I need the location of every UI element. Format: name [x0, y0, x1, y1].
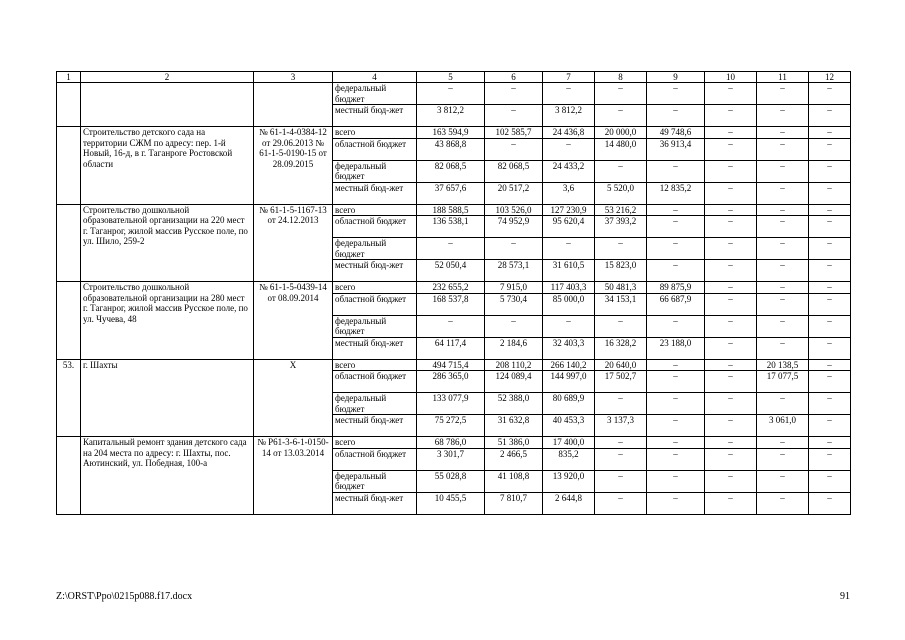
funding-source: областной бюджет: [333, 216, 417, 238]
value-cell: –: [485, 315, 543, 337]
funding-source: всего: [333, 204, 417, 216]
value-cell: –: [705, 127, 757, 139]
value-cell: –: [705, 238, 757, 260]
column-number: 8: [595, 72, 647, 83]
value-cell: 82 068,5: [485, 160, 543, 182]
value-cell: –: [595, 448, 647, 470]
value-cell: –: [705, 160, 757, 182]
value-cell: 3 137,3: [595, 415, 647, 437]
header-row: [57, 72, 851, 83]
value-cell: –: [647, 393, 705, 415]
value-cell: –: [485, 138, 543, 160]
value-cell: –: [647, 448, 705, 470]
value-cell: 66 687,9: [647, 293, 705, 315]
value-cell: –: [595, 83, 647, 105]
value-cell: –: [809, 216, 851, 238]
value-cell: 136 538,1: [417, 216, 485, 238]
value-cell: –: [485, 83, 543, 105]
value-cell: –: [809, 448, 851, 470]
value-cell: 5 520,0: [595, 182, 647, 204]
value-cell: –: [705, 437, 757, 449]
value-cell: –: [595, 105, 647, 127]
value-cell: –: [809, 182, 851, 204]
value-cell: –: [757, 393, 809, 415]
funding-source: федеральный бюджет: [333, 238, 417, 260]
value-cell: –: [809, 315, 851, 337]
value-cell: –: [809, 83, 851, 105]
value-cell: –: [595, 393, 647, 415]
value-cell: –: [757, 83, 809, 105]
value-cell: 34 153,1: [595, 293, 647, 315]
object-description: Строительство детского сада на территории СЖМ по адресу: пер. 1-й Новый, 16-д, в г. Таганроге Ростовской области: [81, 127, 254, 205]
value-cell: –: [809, 492, 851, 514]
value-cell: 51 386,0: [485, 437, 543, 449]
value-cell: 17 400,0: [543, 437, 595, 449]
value-cell: 124 089,4: [485, 371, 543, 393]
value-cell: –: [647, 204, 705, 216]
value-cell: –: [647, 83, 705, 105]
value-cell: 20 640,0: [595, 359, 647, 371]
value-cell: –: [757, 105, 809, 127]
value-cell: –: [757, 216, 809, 238]
value-cell: –: [809, 337, 851, 359]
value-cell: 16 328,2: [595, 337, 647, 359]
document-number: № 61-1-5-0439-14 от 08.09.2014: [254, 282, 333, 360]
document-number: Х: [254, 359, 333, 437]
value-cell: 20 138,5: [757, 359, 809, 371]
value-cell: –: [647, 437, 705, 449]
funding-source: областной бюджет: [333, 448, 417, 470]
column-number: 1: [57, 72, 81, 83]
value-cell: 85 000,0: [543, 293, 595, 315]
value-cell: –: [809, 238, 851, 260]
value-cell: –: [809, 160, 851, 182]
value-cell: 3 812,2: [543, 105, 595, 127]
value-cell: 835,2: [543, 448, 595, 470]
value-cell: 13 920,0: [543, 470, 595, 492]
value-cell: 2 184,6: [485, 337, 543, 359]
funding-source: местный бюд-жет: [333, 492, 417, 514]
value-cell: 2 466,5: [485, 448, 543, 470]
table-row: [57, 359, 851, 371]
value-cell: 7 810,7: [485, 492, 543, 514]
value-cell: –: [595, 470, 647, 492]
funding-source: всего: [333, 282, 417, 294]
value-cell: –: [809, 282, 851, 294]
value-cell: –: [705, 393, 757, 415]
value-cell: 266 140,2: [543, 359, 595, 371]
value-cell: –: [647, 371, 705, 393]
value-cell: –: [705, 282, 757, 294]
column-number: 5: [417, 72, 485, 83]
object-description: Капитальный ремонт здания детского сада на 204 места по адресу: г. Шахты, пос. Аютинский, ул. Победная, 100-а: [81, 437, 254, 515]
value-cell: 95 620,4: [543, 216, 595, 238]
funding-source: федеральный бюджет: [333, 315, 417, 337]
value-cell: –: [757, 492, 809, 514]
value-cell: 37 393,2: [595, 216, 647, 238]
funding-source: федеральный бюджет: [333, 160, 417, 182]
value-cell: –: [809, 470, 851, 492]
value-cell: –: [757, 315, 809, 337]
column-number: 12: [809, 72, 851, 83]
column-number: 10: [705, 72, 757, 83]
value-cell: –: [757, 127, 809, 139]
document-number: № Р61-3-6-1-0150-14 от 13.03.2014: [254, 437, 333, 515]
value-cell: 50 481,3: [595, 282, 647, 294]
value-cell: 28 573,1: [485, 260, 543, 282]
value-cell: –: [705, 492, 757, 514]
column-number: 6: [485, 72, 543, 83]
value-cell: 82 068,5: [417, 160, 485, 182]
funding-source: местный бюд-жет: [333, 415, 417, 437]
value-cell: 49 748,6: [647, 127, 705, 139]
value-cell: –: [543, 315, 595, 337]
value-cell: 14 480,0: [595, 138, 647, 160]
value-cell: –: [809, 260, 851, 282]
value-cell: 37 657,6: [417, 182, 485, 204]
value-cell: –: [705, 260, 757, 282]
value-cell: –: [647, 216, 705, 238]
value-cell: 17 077,5: [757, 371, 809, 393]
value-cell: –: [543, 83, 595, 105]
row-number-cell: [57, 282, 81, 360]
value-cell: –: [757, 160, 809, 182]
table-row: [57, 127, 851, 139]
value-cell: –: [809, 127, 851, 139]
page-number: 91: [840, 591, 850, 602]
value-cell: –: [705, 315, 757, 337]
funding-source: областной бюджет: [333, 138, 417, 160]
value-cell: 3,6: [543, 182, 595, 204]
document-cell: [254, 83, 333, 127]
value-cell: –: [705, 182, 757, 204]
value-cell: 2 644,8: [543, 492, 595, 514]
value-cell: –: [757, 282, 809, 294]
value-cell: –: [705, 216, 757, 238]
value-cell: 55 028,8: [417, 470, 485, 492]
value-cell: –: [595, 238, 647, 260]
value-cell: –: [705, 470, 757, 492]
value-cell: –: [705, 293, 757, 315]
value-cell: –: [647, 260, 705, 282]
value-cell: 286 365,0: [417, 371, 485, 393]
funding-source: федеральный бюджет: [333, 83, 417, 105]
value-cell: 24 433,2: [543, 160, 595, 182]
investment-table: [56, 71, 851, 515]
value-cell: –: [809, 204, 851, 216]
value-cell: –: [705, 371, 757, 393]
column-number: 3: [254, 72, 333, 83]
value-cell: 43 868,8: [417, 138, 485, 160]
value-cell: 53 216,2: [595, 204, 647, 216]
value-cell: –: [705, 359, 757, 371]
value-cell: 232 655,2: [417, 282, 485, 294]
value-cell: –: [757, 448, 809, 470]
value-cell: 3 061,0: [757, 415, 809, 437]
value-cell: –: [595, 492, 647, 514]
value-cell: 20 000,0: [595, 127, 647, 139]
value-cell: –: [647, 470, 705, 492]
value-cell: –: [647, 492, 705, 514]
value-cell: –: [705, 105, 757, 127]
value-cell: –: [417, 238, 485, 260]
value-cell: 89 875,9: [647, 282, 705, 294]
value-cell: –: [417, 83, 485, 105]
object-description: г. Шахты: [81, 359, 254, 437]
table-row: [57, 83, 851, 105]
value-cell: 17 502,7: [595, 371, 647, 393]
value-cell: 40 453,3: [543, 415, 595, 437]
funding-source: всего: [333, 359, 417, 371]
table-row: [57, 282, 851, 294]
value-cell: 5 730,4: [485, 293, 543, 315]
value-cell: –: [705, 83, 757, 105]
value-cell: –: [485, 105, 543, 127]
document-number: № 61-1-5-1167-13 от 24.12.2013: [254, 204, 333, 282]
value-cell: 23 188,0: [647, 337, 705, 359]
value-cell: 68 786,0: [417, 437, 485, 449]
object-description: Строительство дошкольной образовательной организации на 220 мест г. Таганрог, жилой массив Русское поле, по ул. Шило, 259-2: [81, 204, 254, 282]
value-cell: –: [757, 337, 809, 359]
value-cell: –: [705, 337, 757, 359]
value-cell: 80 689,9: [543, 393, 595, 415]
value-cell: 31 610,5: [543, 260, 595, 282]
value-cell: –: [757, 204, 809, 216]
value-cell: –: [595, 437, 647, 449]
value-cell: 494 715,4: [417, 359, 485, 371]
value-cell: –: [647, 238, 705, 260]
value-cell: 52 050,4: [417, 260, 485, 282]
value-cell: –: [809, 293, 851, 315]
row-number-cell: [57, 204, 81, 282]
value-cell: 117 403,3: [543, 282, 595, 294]
value-cell: 74 952,9: [485, 216, 543, 238]
column-number: 7: [543, 72, 595, 83]
value-cell: –: [543, 138, 595, 160]
table-row: [57, 204, 851, 216]
value-cell: –: [757, 437, 809, 449]
funding-source: федеральный бюджет: [333, 393, 417, 415]
value-cell: 52 388,0: [485, 393, 543, 415]
value-cell: –: [647, 105, 705, 127]
value-cell: 103 526,0: [485, 204, 543, 216]
value-cell: 3 301,7: [417, 448, 485, 470]
value-cell: –: [543, 238, 595, 260]
funding-source: местный бюд-жет: [333, 337, 417, 359]
value-cell: 208 110,2: [485, 359, 543, 371]
value-cell: –: [647, 359, 705, 371]
value-cell: 144 997,0: [543, 371, 595, 393]
value-cell: 41 108,8: [485, 470, 543, 492]
value-cell: –: [647, 415, 705, 437]
value-cell: –: [595, 160, 647, 182]
value-cell: 102 585,7: [485, 127, 543, 139]
value-cell: 64 117,4: [417, 337, 485, 359]
value-cell: –: [809, 138, 851, 160]
column-number: 4: [333, 72, 417, 83]
funding-source: федеральный бюджет: [333, 470, 417, 492]
value-cell: –: [647, 315, 705, 337]
value-cell: –: [757, 293, 809, 315]
value-cell: 3 812,2: [417, 105, 485, 127]
funding-source: местный бюд-жет: [333, 260, 417, 282]
value-cell: –: [809, 359, 851, 371]
value-cell: 168 537,8: [417, 293, 485, 315]
value-cell: –: [705, 448, 757, 470]
value-cell: 163 594,9: [417, 127, 485, 139]
value-cell: 133 077,9: [417, 393, 485, 415]
row-number-cell: [57, 83, 81, 127]
value-cell: –: [757, 238, 809, 260]
value-cell: –: [809, 393, 851, 415]
value-cell: –: [757, 138, 809, 160]
row-number-cell: [57, 437, 81, 515]
value-cell: 15 823,0: [595, 260, 647, 282]
value-cell: –: [757, 470, 809, 492]
funding-source: областной бюджет: [333, 371, 417, 393]
value-cell: 36 913,4: [647, 138, 705, 160]
row-number-cell: [57, 127, 81, 205]
value-cell: –: [705, 138, 757, 160]
description-cell: [81, 83, 254, 127]
table-row: [57, 437, 851, 449]
value-cell: –: [809, 105, 851, 127]
value-cell: –: [809, 371, 851, 393]
funding-source: местный бюд-жет: [333, 105, 417, 127]
footer-file-path: Z:\ORST\Ppo\0215p088.f17.docx: [56, 591, 193, 602]
funding-source: областной бюджет: [333, 293, 417, 315]
value-cell: –: [417, 315, 485, 337]
document-number: № 61-1-4-0384-12 от 29.06.2013 № 61-1-5-0190-15 от 28.09.2015: [254, 127, 333, 205]
value-cell: 12 835,2: [647, 182, 705, 204]
value-cell: –: [809, 437, 851, 449]
value-cell: –: [809, 415, 851, 437]
funding-source: местный бюд-жет: [333, 182, 417, 204]
value-cell: 20 517,2: [485, 182, 543, 204]
value-cell: 7 915,0: [485, 282, 543, 294]
value-cell: –: [757, 260, 809, 282]
value-cell: 31 632,8: [485, 415, 543, 437]
value-cell: 75 272,5: [417, 415, 485, 437]
value-cell: –: [757, 182, 809, 204]
value-cell: –: [595, 315, 647, 337]
funding-source: всего: [333, 437, 417, 449]
row-number-cell: 53.: [57, 359, 81, 437]
value-cell: –: [705, 204, 757, 216]
value-cell: 24 436,8: [543, 127, 595, 139]
column-number: 9: [647, 72, 705, 83]
value-cell: –: [705, 415, 757, 437]
value-cell: 188 588,5: [417, 204, 485, 216]
funding-source: всего: [333, 127, 417, 139]
value-cell: 10 455,5: [417, 492, 485, 514]
value-cell: 32 403,3: [543, 337, 595, 359]
value-cell: –: [485, 238, 543, 260]
object-description: Строительство дошкольной образовательной организации на 280 мест г. Таганрог, жилой массив Русское поле, по ул. Чучева, 48: [81, 282, 254, 360]
value-cell: 127 230,9: [543, 204, 595, 216]
value-cell: –: [647, 160, 705, 182]
column-number: 2: [81, 72, 254, 83]
column-number: 11: [757, 72, 809, 83]
